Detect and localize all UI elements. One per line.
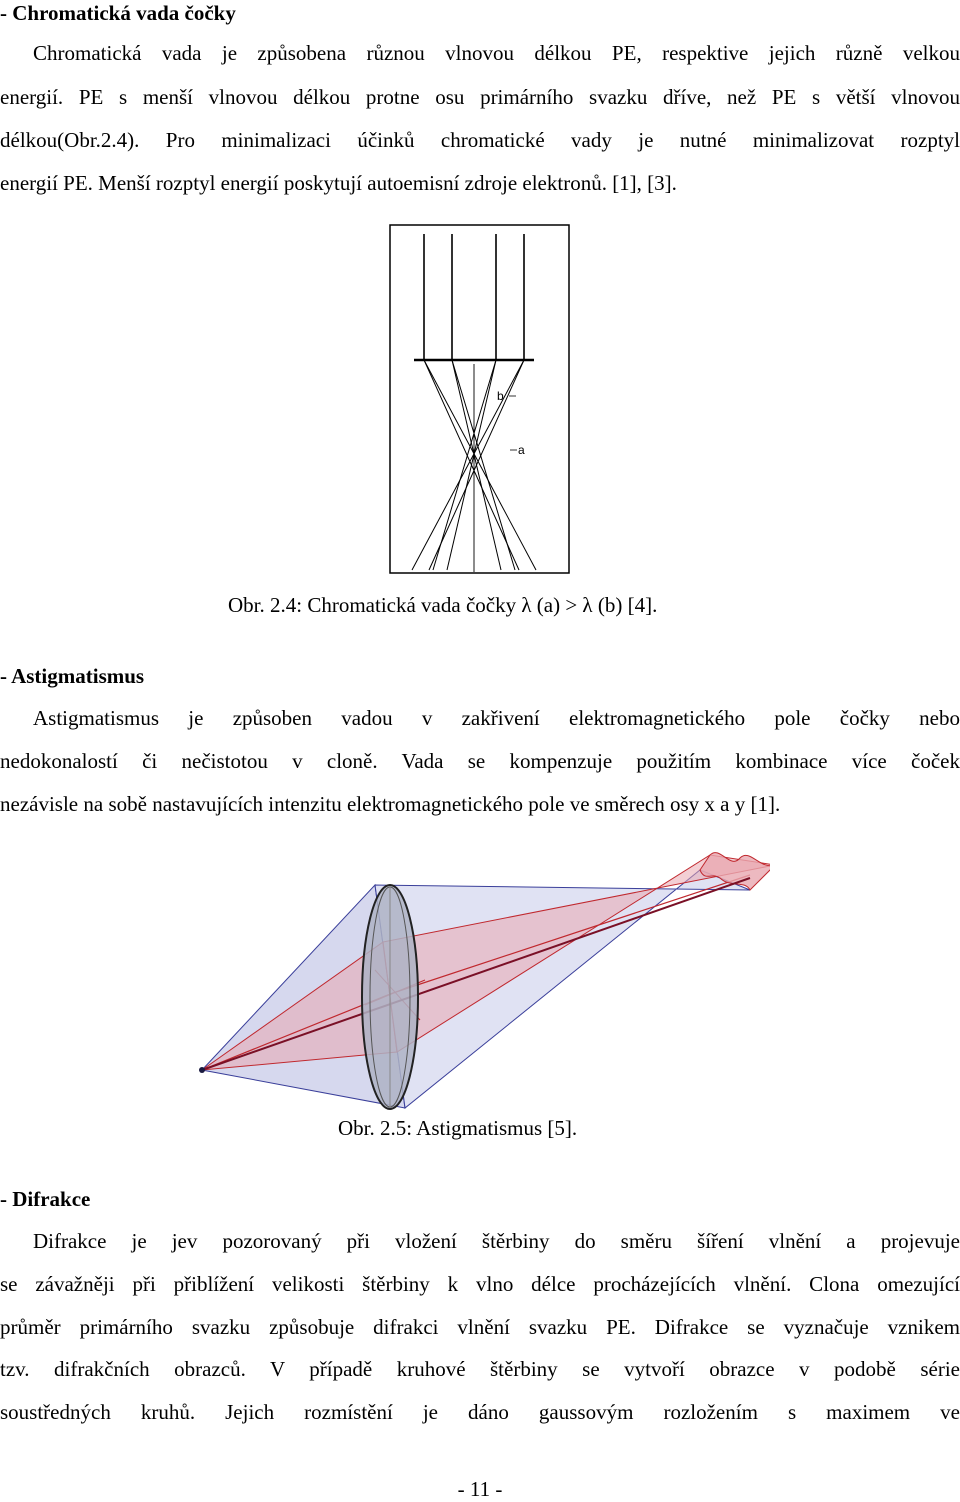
section-heading-astigmatism: - Astigmatismus bbox=[0, 664, 145, 688]
figure-caption: Obr. 2.4: Chromatická vada čočky λ (a) > λ (b) [4]. bbox=[228, 593, 658, 617]
paragraph-line: Difrakce je jev pozorovaný při vložení štěrbiny do směru šíření vlnění a projevuje bbox=[33, 1229, 960, 1253]
paragraph-line: nedokonalostí či nečistotou v cloně. Vada se kompenzuje použitím kombinace více čoček bbox=[0, 749, 960, 773]
paragraph-line: soustředných kruhů. Jejich rozmístění je dáno gaussovým rozložením s maximem ve bbox=[0, 1400, 960, 1424]
paragraph-line: délkou(Obr.2.4). Pro minimalizaci účinků chromatické vady je nutné minimalizovat rozptyl bbox=[0, 128, 960, 152]
paragraph-line: Astigmatismus je způsoben vadou v zakřivení elektromagnetického pole čočky nebo bbox=[33, 706, 960, 730]
paragraph-line: tzv. difrakčních obrazců. V případě kruhové štěrbiny se vytvoří obrazce v podobě série bbox=[0, 1357, 960, 1381]
section-heading-chromatic: - Chromatická vada čočky bbox=[0, 1, 236, 25]
paragraph-line: průměr primárního svazku způsobuje difrakci vlnění svazku PE. Difrakce se vyznačuje vznikem bbox=[0, 1315, 960, 1339]
point-source bbox=[199, 1067, 205, 1073]
diagram-frame bbox=[390, 225, 569, 573]
chromatic-aberration-diagram bbox=[389, 224, 570, 574]
paragraph-line: energií PE. Menší rozptyl energií poskytují autoemisní zdroje elektronů. [1], [3]. bbox=[0, 171, 677, 195]
paragraph-line: energií. PE s menší vlnovou délkou protne osu primárního svazku dříve, než PE s větší vlnovou bbox=[0, 85, 960, 109]
page-number: - 11 - bbox=[457, 1477, 503, 1501]
paragraph-line: se závažněji při přiblížení velikosti štěrbiny k vlno délce procházejících vlnění. Clona omezující bbox=[0, 1272, 960, 1296]
astigmatism-diagram bbox=[190, 830, 770, 1120]
label-b: b bbox=[497, 389, 504, 403]
paragraph-line: nezávisle na sobě nastavujících intenzitu elektromagnetického pole ve směrech osy x a y [1]. bbox=[0, 792, 781, 816]
label-a: a bbox=[518, 443, 525, 457]
paragraph-line: Chromatická vada je způsobena různou vlnovou délkou PE, respektive jejich různě velkou bbox=[33, 41, 960, 65]
figure-caption: Obr. 2.5: Astigmatismus [5]. bbox=[338, 1116, 578, 1140]
section-heading-diffraction: - Difrakce bbox=[0, 1187, 91, 1211]
